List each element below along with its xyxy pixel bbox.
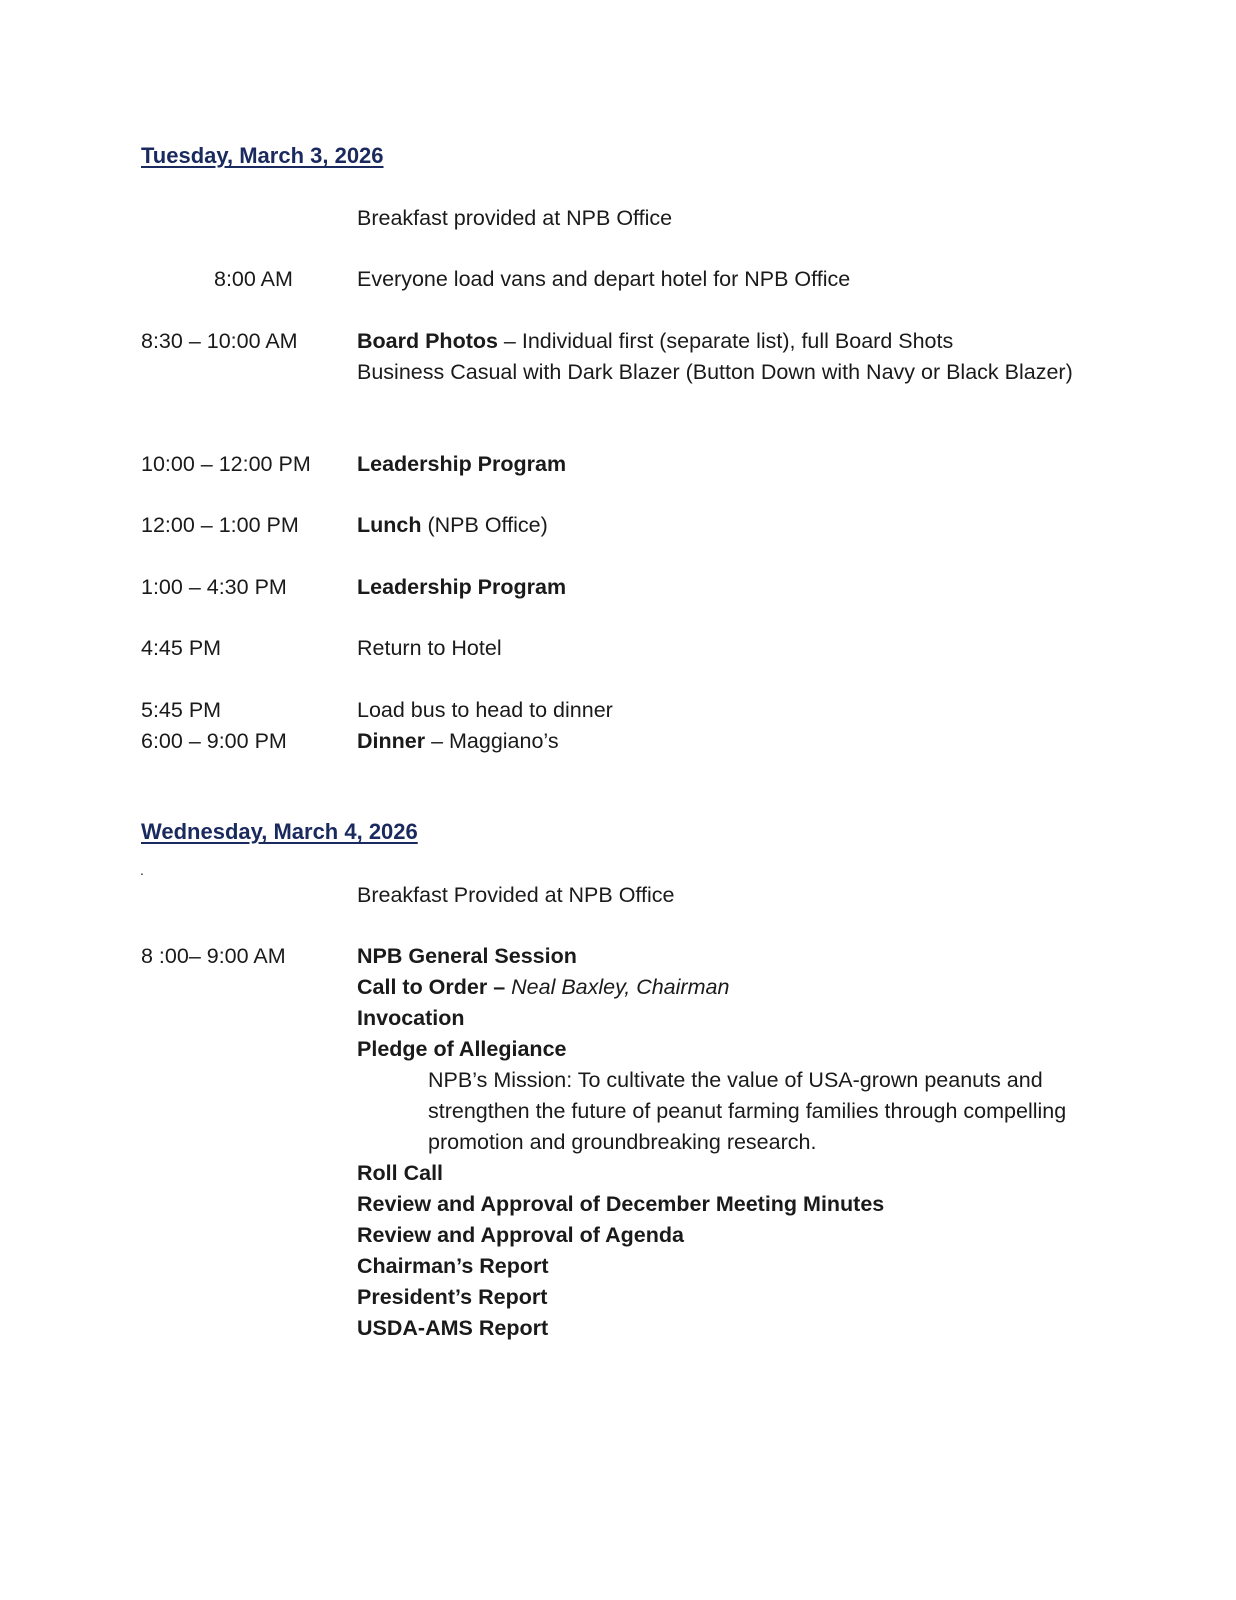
item-description <box>357 510 1097 541</box>
item-time: 4:45 PM <box>141 636 222 660</box>
tuesday-heading: Tuesday, March 3, 2026 <box>141 143 384 168</box>
agenda-president-report: President’s Report <box>357 1285 548 1309</box>
item-title: Lunch <box>357 513 422 537</box>
agenda-minutes-approval: Review and Approval of December Meeting Minutes <box>357 1192 885 1216</box>
item-text: Load bus to head to dinner <box>357 698 613 722</box>
stray-marker: . <box>140 862 144 878</box>
item-text: Breakfast Provided at NPB Office <box>357 883 675 907</box>
agenda-list <box>357 941 1097 1344</box>
agenda-usda-report: USDA-AMS Report <box>357 1316 549 1340</box>
item-time: 8 :00– 9:00 AM <box>141 944 286 968</box>
item-time: 5:45 PM <box>141 698 222 722</box>
agenda-pledge: Pledge of Allegiance <box>357 1037 567 1061</box>
item-time: 8:00 AM <box>214 267 293 291</box>
item-description <box>357 726 1097 757</box>
agenda-invocation: Invocation <box>357 1006 465 1030</box>
item-text: – Maggiano’s <box>425 729 559 753</box>
item-time: 10:00 – 12:00 PM <box>141 452 311 476</box>
item-time: 1:00 – 4:30 PM <box>141 575 287 599</box>
item-title: Leadership Program <box>357 575 567 599</box>
item-text: Everyone load vans and depart hotel for NPB Office <box>357 267 851 291</box>
agenda-chairman-report: Chairman’s Report <box>357 1254 549 1278</box>
item-time: 12:00 – 1:00 PM <box>141 513 299 537</box>
wednesday-heading: Wednesday, March 4, 2026 <box>141 819 418 844</box>
agenda-agenda-approval: Review and Approval of Agenda <box>357 1223 684 1247</box>
agenda-roll-call: Roll Call <box>357 1161 444 1185</box>
item-text: (NPB Office) <box>421 513 548 537</box>
item-text: – Individual first (separate list), full Board Shots <box>497 329 954 353</box>
item-text: Return to Hotel <box>357 636 502 660</box>
item-dress-code: Business Casual with Dark Blazer (Button Down with Navy or Black Blazer) <box>357 360 1073 384</box>
npb-mission-statement: NPB’s Mission: To cultivate the value of USA-grown peanuts and strengthen the future of peanut farming families through compelling promotion and groundbreaking research. <box>428 1068 1067 1154</box>
agenda-call-to-order-label: Call to Order – <box>357 975 506 999</box>
item-description <box>357 326 1097 388</box>
item-time: 6:00 – 9:00 PM <box>141 729 287 753</box>
item-text: Breakfast provided at NPB Office <box>357 206 673 230</box>
item-time: 8:30 – 10:00 AM <box>141 329 298 353</box>
agenda-general-session: NPB General Session <box>357 944 577 968</box>
item-title: Board Photos <box>357 329 498 353</box>
agenda-call-to-order <box>357 972 1097 1003</box>
item-title: Dinner <box>357 729 426 753</box>
agenda-call-to-order-by: Neal Baxley, Chairman <box>505 975 730 999</box>
item-title: Leadership Program <box>357 452 567 476</box>
